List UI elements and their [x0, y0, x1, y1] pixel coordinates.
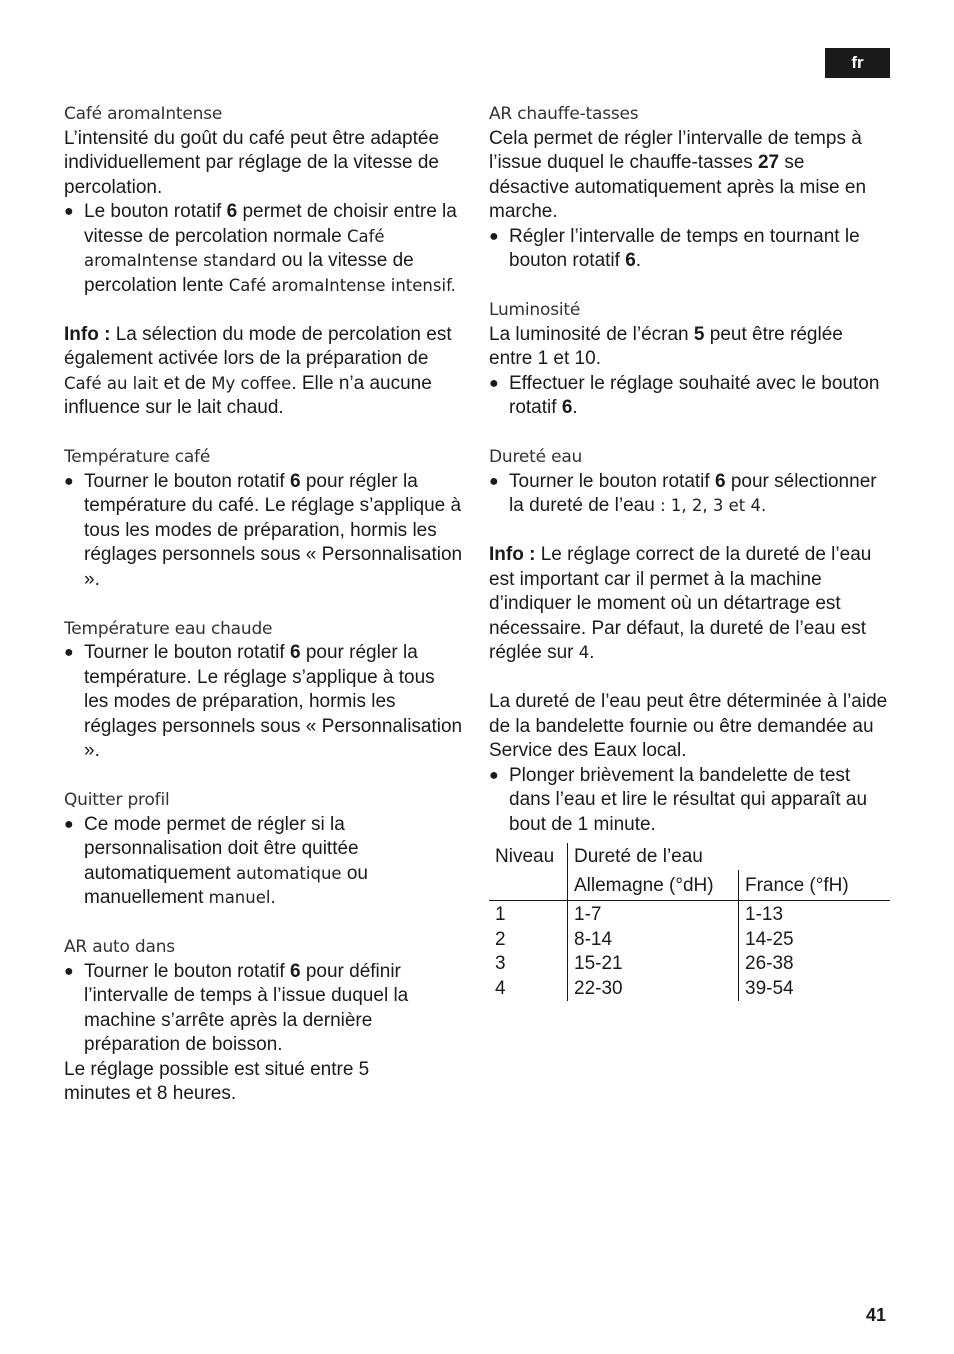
- bullet-icon: ●: [489, 472, 499, 490]
- language-tab: fr: [825, 48, 890, 78]
- section-title-temperature-cafe: Température café: [64, 447, 211, 467]
- header-germany: Allemagne (°dH): [568, 870, 739, 901]
- right-column: [489, 102, 890, 1001]
- cell-levels: 1 2 3 4: [489, 901, 568, 1002]
- cell-france: 1-13 14-25 26-38 39-54: [745, 904, 794, 999]
- bullet-item: ● Tourner le bouton rotatif 6 pour sélectionner la dureté de l’eau : 1, 2, 3 et 4.: [489, 470, 890, 519]
- bullet-item: ● Tourner le bouton rotatif 6 pour régler la température du café. Le réglage s’applique à tous les modes de préparation, hormis les réglages personnels sous « Personnalisation ».: [64, 470, 464, 593]
- bullet-icon: ●: [489, 374, 499, 392]
- section-title-luminosite: Luminosité: [489, 300, 581, 320]
- table-row: [489, 843, 890, 870]
- bullet-item: ● Tourner le bouton rotatif 6 pour régler la température. Le réglage s’applique à tous les modes de préparation, hormis les réglages personnels sous « Personnalisation ».: [64, 641, 464, 764]
- bullet-item: ● Effectuer le réglage souhaité avec le bouton rotatif 6.: [489, 372, 890, 421]
- info-note: Info : La sélection du mode de percolation est également activée lors de la préparation de Café au lait et de My coffee. Elle n’a aucune influence sur le lait chaud.: [64, 323, 452, 418]
- page-number: 41: [866, 1305, 887, 1325]
- bullet-icon: ●: [64, 815, 74, 833]
- paragraph: Le réglage possible est situé entre 5 minutes et 8 heures.: [64, 1058, 370, 1104]
- paragraph: Cela permet de régler l’intervalle de temps à l’issue duquel le chauffe-tasses 27 se désactive automatiquement après la mise en marche.: [489, 127, 867, 222]
- bullet-icon: ●: [64, 203, 74, 220]
- paragraph: L’intensité du goût du café peut être adaptée individuellement par réglage de la vitesse de percolation.: [64, 127, 440, 198]
- header-level: Niveau: [489, 843, 568, 870]
- bullet-icon: ●: [64, 472, 74, 490]
- bullet-icon: ●: [64, 962, 74, 980]
- bullet-icon: ●: [64, 644, 74, 661]
- bullet-icon: ●: [489, 227, 499, 245]
- bullet-item: ● Régler l’intervalle de temps en tournant le bouton rotatif 6.: [489, 225, 890, 274]
- bullet-item: ● Tourner le bouton rotatif 6 pour définir l’intervalle de temps à l’issue duquel la machine s’arrête après la dernière préparation de boisson.: [64, 960, 464, 1058]
- table-row: [489, 870, 890, 901]
- section-title-ar-chauffe-tasses: AR chauffe-tasses: [489, 104, 639, 124]
- bullet-icon: ●: [489, 766, 499, 784]
- section-title-durete-eau: Dureté eau: [489, 447, 583, 467]
- section-title-ar-auto-dans: AR auto dans: [64, 937, 175, 957]
- paragraph: La dureté de l’eau peut être déterminée à l’aide de la bandelette fournie ou être demandée au Service des Eaux local.: [489, 691, 888, 761]
- bullet-item: ● Plonger brièvement la bandelette de test dans l’eau et lire le résultat qui apparaît au bout de 1 minute.: [489, 764, 890, 838]
- header-hardness: Dureté de l’eau: [574, 846, 703, 867]
- bullet-item: ● Le bouton rotatif 6 permet de choisir entre la vitesse de percolation normale Café aromaIntense standard ou la vitesse de percolation lente Café aromaIntense intensif.: [64, 200, 464, 298]
- paragraph: La luminosité de l’écran 5 peut être réglée entre 1 et 10.: [489, 323, 843, 369]
- water-hardness-table: [489, 843, 890, 1001]
- left-column: [64, 102, 464, 1107]
- info-note: Info : Le réglage correct de la dureté de l’eau est important car il permet à la machine d’indiquer le moment où un détartrage est nécessaire. Par défaut, la dureté de l’eau est réglée sur 4.: [489, 544, 872, 663]
- cell-germany: 1-7 8-14 15-21 22-30: [568, 901, 739, 1002]
- section-title-temperature-eau-chaude: Température eau chaude: [64, 618, 273, 639]
- section-title-cafe-aromaintense: Café aromaIntense: [64, 104, 223, 124]
- header-france: France (°fH): [739, 870, 891, 901]
- section-title-quitter-profil: Quitter profil: [64, 790, 170, 810]
- table-row: [489, 901, 890, 1002]
- bullet-item: ● Ce mode permet de régler si la personnalisation doit être quittée automatiquement automatique ou manuellement manuel.: [64, 813, 464, 911]
